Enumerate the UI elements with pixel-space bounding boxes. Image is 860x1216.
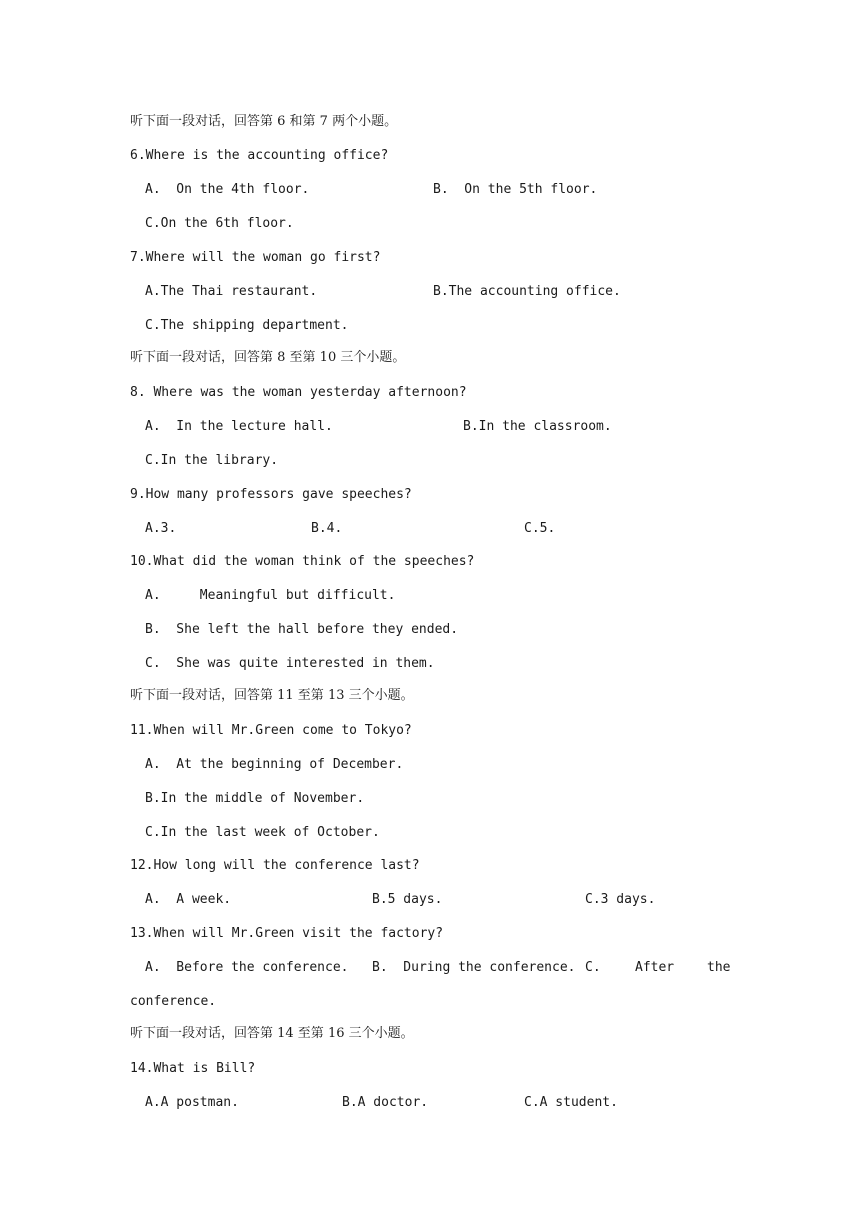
- option-c-label: C.: [585, 960, 601, 975]
- option-a: A. Meaningful but difficult.: [145, 588, 396, 603]
- option-b: B.4.: [311, 521, 343, 536]
- option-c: C.A student.: [524, 1095, 618, 1110]
- option-a: A.A postman.: [145, 1095, 239, 1110]
- option-c: C.The shipping department.: [145, 318, 349, 333]
- section-instruction: 听下面一段对话，回答第 14 至第 16 三个小题。: [130, 1026, 414, 1041]
- option-a: A. Before the conference.: [145, 960, 349, 975]
- section-instruction: 听下面一段对话，回答第 6 和第 7 两个小题。: [130, 114, 398, 129]
- question-stem: 13.When will Mr.Green visit the factory?: [130, 926, 444, 941]
- option-b: B.In the classroom.: [463, 419, 612, 434]
- option-c: C.On the 6th floor.: [145, 216, 294, 231]
- option-b: B. During the conference.: [372, 960, 576, 975]
- option-b: B. On the 5th floor.: [433, 182, 598, 197]
- option-b: B.A doctor.: [342, 1095, 429, 1110]
- question-stem: 9.How many professors gave speeches?: [130, 487, 412, 502]
- option-a: A. A week.: [145, 892, 232, 907]
- section-instruction: 听下面一段对话，回答第 8 至第 10 三个小题。: [130, 350, 406, 365]
- option-a: A. In the lecture hall.: [145, 419, 333, 434]
- option-c: C.3 days.: [585, 892, 656, 907]
- section-instruction: 听下面一段对话，回答第 11 至第 13 三个小题。: [130, 688, 414, 703]
- option-c: C.In the last week of October.: [145, 825, 380, 840]
- question-stem: 8. Where was the woman yesterday afternoon?: [130, 385, 467, 400]
- option-a: A. At the beginning of December.: [145, 757, 404, 772]
- option-c-continuation: conference.: [130, 994, 217, 1009]
- question-stem: 7.Where will the woman go first?: [130, 250, 381, 265]
- option-b: B.In the middle of November.: [145, 791, 365, 806]
- option-c: C. She was quite interested in them.: [145, 656, 435, 671]
- question-stem: 14.What is Bill?: [130, 1061, 256, 1076]
- question-stem: 10.What did the woman think of the speeches?: [130, 554, 475, 569]
- option-a: A.The Thai restaurant.: [145, 284, 318, 299]
- question-stem: 11.When will Mr.Green come to Tokyo?: [130, 723, 412, 738]
- option-b: B.The accounting office.: [433, 284, 621, 299]
- option-a: A. On the 4th floor.: [145, 182, 310, 197]
- question-stem: 6.Where is the accounting office?: [130, 148, 389, 163]
- option-b: B.5 days.: [372, 892, 443, 907]
- option-c-word: After: [635, 960, 675, 975]
- option-c: C.In the library.: [145, 453, 279, 468]
- option-c: C.5.: [524, 521, 556, 536]
- option-a: A.3.: [145, 521, 177, 536]
- option-c-word: the: [707, 960, 731, 975]
- question-stem: 12.How long will the conference last?: [130, 858, 420, 873]
- option-b: B. She left the hall before they ended.: [145, 622, 459, 637]
